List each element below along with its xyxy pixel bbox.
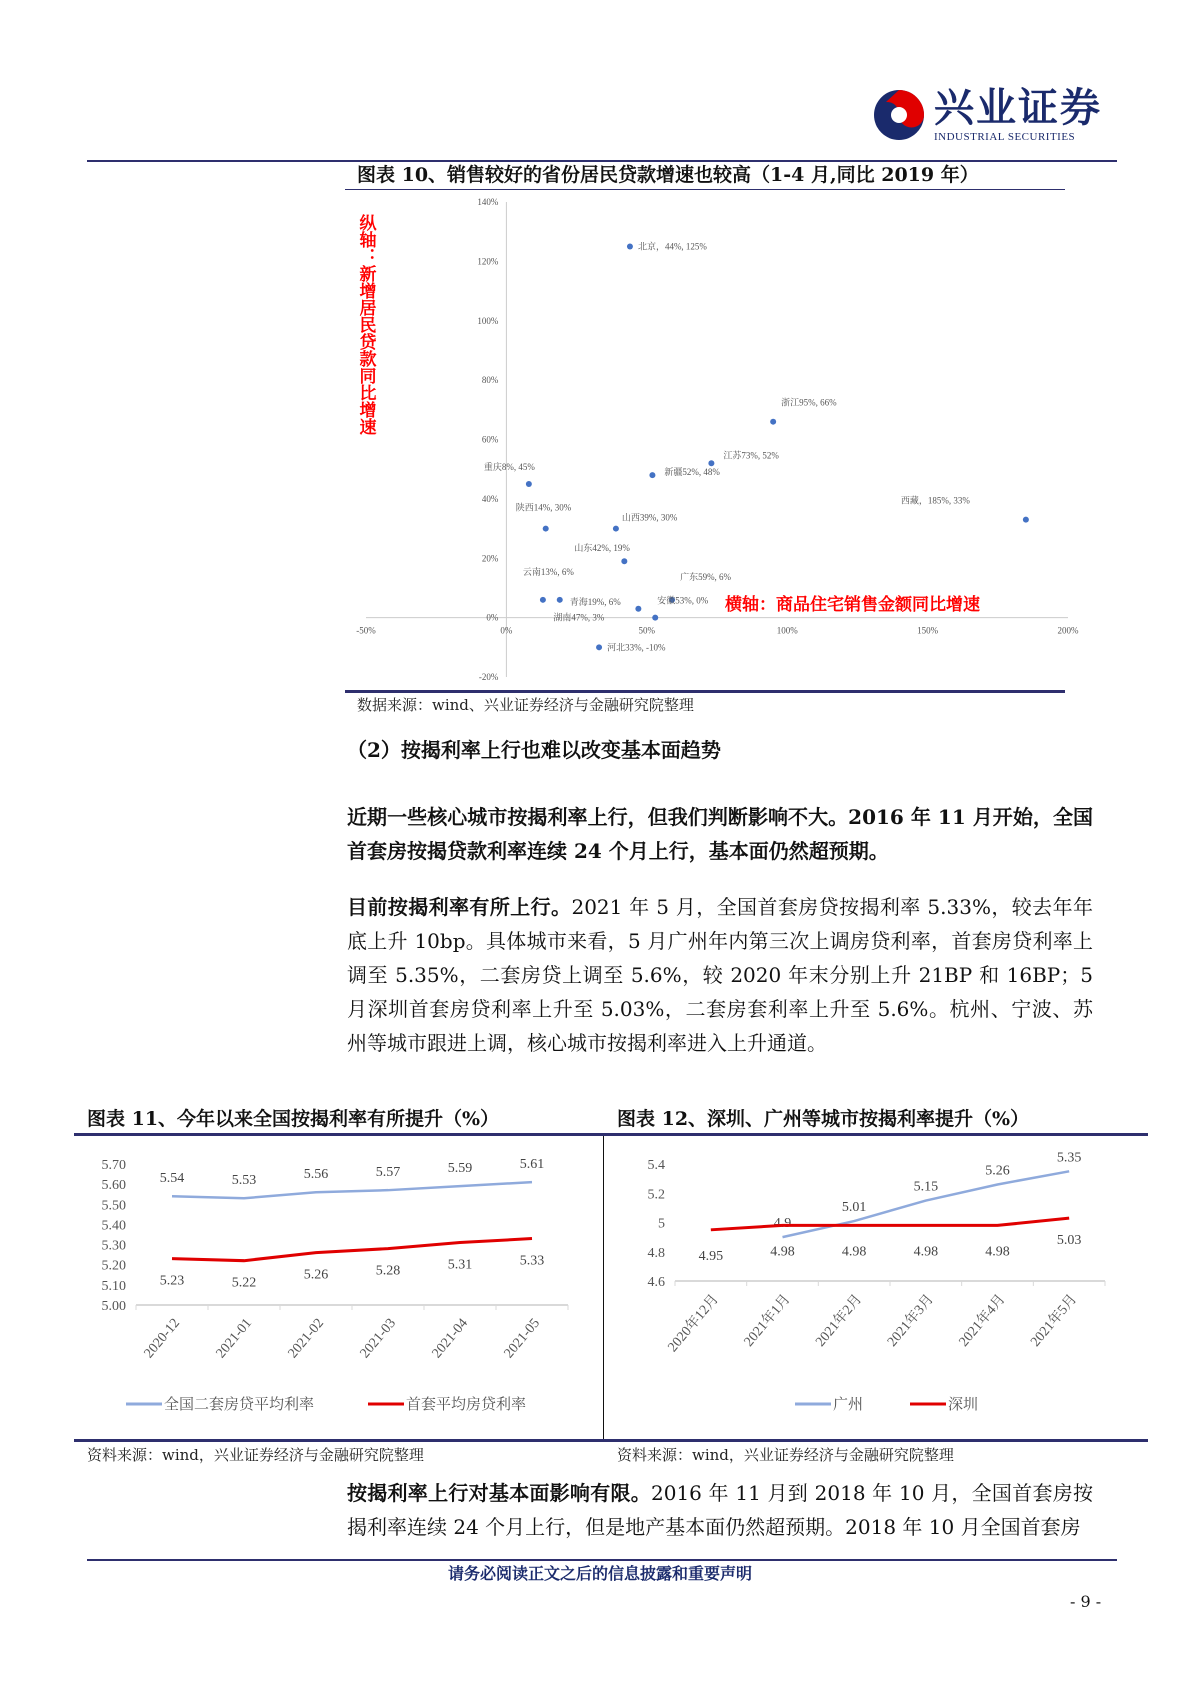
scatter-point bbox=[770, 419, 776, 425]
data-label: 5.53 bbox=[231, 1173, 257, 1189]
point-label: 浙江95%, 66% bbox=[781, 397, 837, 408]
legend-label: 深圳 bbox=[948, 1397, 979, 1413]
y-tick-label: 60% bbox=[481, 434, 499, 445]
figures-divider bbox=[603, 1136, 604, 1439]
x-tick-label: 2021年1月 bbox=[741, 1291, 794, 1350]
y-tick-label: 80% bbox=[481, 375, 499, 386]
logo-english: INDUSTRIAL SECURITIES bbox=[934, 131, 1076, 143]
x-tick-label: 200% bbox=[1057, 625, 1079, 636]
data-label: 5.56 bbox=[303, 1167, 329, 1183]
point-label: 湖南47%, 3% bbox=[553, 612, 605, 623]
y-tick-label: 5.10 bbox=[101, 1278, 126, 1294]
data-label: 5.54 bbox=[159, 1171, 185, 1187]
x-tick-label: 2021年2月 bbox=[813, 1291, 866, 1350]
point-label: 青海19%, 6% bbox=[569, 596, 621, 607]
data-label: 5.23 bbox=[159, 1273, 185, 1289]
point-label: 重庆8%, 45% bbox=[483, 462, 535, 473]
scatter-point bbox=[557, 597, 563, 603]
paragraph-1-bold: 近期一些核心城市按揭利率上行，但我们判断影响不大。2016 年 11 月开始，全国首套房按揭贷款利率连续 24 个月上行，基本面仍然超预期。 bbox=[347, 805, 1093, 863]
y-tick-label: 5 bbox=[658, 1216, 665, 1232]
paragraph-3-bold: 按揭利率上行对基本面影响有限。 bbox=[347, 1481, 651, 1505]
x-tick-label: 100% bbox=[776, 625, 798, 636]
point-label: 河北33%, -10% bbox=[607, 642, 666, 653]
y-tick-label: 120% bbox=[477, 256, 499, 267]
data-label: 5.01 bbox=[841, 1200, 867, 1216]
point-label: 山西39%, 30% bbox=[621, 512, 678, 523]
y-tick-label: 40% bbox=[481, 493, 499, 504]
x-tick-label: 2021年5月 bbox=[1028, 1291, 1081, 1350]
y-tick-label: 5.60 bbox=[101, 1178, 126, 1194]
x-tick-label: 2021-03 bbox=[357, 1315, 400, 1362]
point-label: 陕西14%, 30% bbox=[515, 502, 572, 513]
series-line-0 bbox=[172, 1182, 532, 1198]
data-label: 4.98 bbox=[913, 1244, 939, 1260]
point-label: 新疆52%, 48% bbox=[664, 467, 720, 478]
figure-11-source: 资料来源：wind，兴业证券经济与金融研究院整理 bbox=[87, 1446, 424, 1464]
paragraph-3-text: 2016 年 11 月到 2018 年 10 月，全国首套房按揭利率连续 24 个月上行，但是地产基本面仍然超预期。2018 年 10 月全国首套房 bbox=[347, 1481, 1093, 1539]
point-label: 广东59%, 6% bbox=[680, 571, 732, 582]
y-tick-label: 4.6 bbox=[647, 1275, 665, 1290]
scatter-point bbox=[627, 244, 633, 250]
legend-label: 全国二套房贷平均利率 bbox=[164, 1397, 315, 1413]
data-label: 4.98 bbox=[770, 1244, 795, 1260]
data-label: 4.95 bbox=[698, 1248, 724, 1264]
y-tick-label: 5.30 bbox=[101, 1238, 126, 1254]
data-label: 5.31 bbox=[447, 1257, 473, 1273]
y-tick-label: 4.8 bbox=[647, 1245, 665, 1261]
point-label: 山东42%, 19% bbox=[574, 543, 630, 554]
scatter-chart bbox=[340, 190, 1100, 690]
data-label: 4.98 bbox=[985, 1244, 1010, 1260]
point-label: 北京，44%, 125% bbox=[637, 241, 707, 252]
x-tick-label: 150% bbox=[917, 625, 939, 636]
data-label: 5.26 bbox=[985, 1163, 1010, 1179]
scatter-point bbox=[708, 460, 714, 466]
figure-10-title: 图表 10、销售较好的省份居民贷款增速也较高（1-4 月,同比 2019 年） bbox=[357, 164, 979, 186]
data-label: 5.35 bbox=[1056, 1150, 1082, 1166]
data-label: 5.61 bbox=[519, 1157, 545, 1173]
paragraph-3 bbox=[347, 1476, 1093, 1544]
series-line-1 bbox=[172, 1239, 532, 1261]
y-tick-label: -20% bbox=[478, 672, 499, 682]
scatter-point bbox=[613, 526, 619, 532]
paragraph-2-bold: 目前按揭利率有所上行。 bbox=[347, 895, 572, 919]
paragraph-2-text: 2021 年 5 月，全国首套房贷按揭利率 5.33%，较去年年底上升 10bp。具体城市来看，5 月广州年内第三次上调房贷利率，首套房贷利率上调至 5.35%，二套房贷上调至 5.6%，较 2020 年末分别上升 21BP 和 16BP；5 月深圳首套房贷利率上升至 5.03%，二套房套利率上升至 5.6%。杭州、宁波、苏州等城市跟进上调，核心城市按揭利率进入上升通道。 bbox=[347, 895, 1093, 1055]
point-label: 安徽53%, 0% bbox=[657, 595, 709, 606]
data-label: 5.57 bbox=[375, 1165, 401, 1181]
logo-swirl-icon bbox=[872, 88, 926, 142]
figure-10-bottom-rule bbox=[345, 690, 1065, 693]
y-tick-label: 5.40 bbox=[101, 1218, 126, 1234]
header-divider bbox=[87, 160, 1117, 162]
scatter-point bbox=[543, 526, 549, 532]
data-label: 5.03 bbox=[1056, 1233, 1082, 1249]
y-tick-label: 5.20 bbox=[101, 1258, 126, 1274]
data-label: 5.22 bbox=[231, 1275, 257, 1291]
scatter-point bbox=[649, 472, 655, 478]
company-logo bbox=[872, 84, 1112, 144]
x-tick-label: 2021-01 bbox=[213, 1315, 256, 1362]
logo-name: 兴业证券 bbox=[934, 84, 1102, 131]
y-tick-label: 140% bbox=[477, 197, 499, 207]
x-tick-label: 2020年12月 bbox=[665, 1291, 722, 1356]
x-tick-label: 2021-05 bbox=[501, 1315, 544, 1362]
x-tick-label: -50% bbox=[356, 625, 376, 636]
point-label: 西藏，185%, 33% bbox=[900, 495, 970, 506]
y-tick-label: 0% bbox=[486, 612, 499, 623]
point-label: 江苏73%, 52% bbox=[723, 450, 779, 461]
footer-disclaimer[interactable]: 请务必阅读正文之后的信息披露和重要声明 bbox=[447, 1564, 752, 1583]
x-axis-title: 横轴：商品住宅销售金额同比增速 bbox=[725, 595, 980, 614]
x-tick-label: 0% bbox=[500, 625, 513, 636]
scatter-point bbox=[652, 615, 658, 621]
data-label: 5.33 bbox=[519, 1253, 545, 1269]
line-chart-cities bbox=[605, 1136, 1148, 1439]
figure-12-title: 图表 12、深圳、广州等城市按揭利率提升（%） bbox=[617, 1108, 1030, 1130]
figure-12-source: 资料来源：wind，兴业证券经济与金融研究院整理 bbox=[617, 1446, 954, 1464]
paragraph-1 bbox=[347, 800, 1093, 868]
scatter-point bbox=[621, 558, 627, 564]
series-line-1 bbox=[711, 1218, 1069, 1230]
section-heading: （2）按揭利率上行也难以改变基本面趋势 bbox=[347, 738, 721, 762]
x-tick-label: 2021-04 bbox=[429, 1315, 472, 1362]
y-tick-label: 5.4 bbox=[647, 1158, 665, 1173]
figure-10-source: 数据来源：wind、兴业证券经济与金融研究院整理 bbox=[357, 696, 694, 714]
point-label: 云南13%, 6% bbox=[522, 566, 574, 577]
scatter-point bbox=[1023, 517, 1029, 523]
data-label: 5.59 bbox=[447, 1161, 473, 1177]
y-tick-label: 5.00 bbox=[101, 1299, 126, 1314]
page-number: - 9 - bbox=[1070, 1592, 1102, 1611]
data-label: 4.9 bbox=[773, 1216, 792, 1232]
line-chart-national bbox=[74, 1136, 602, 1439]
y-axis-title: 纵轴：新增居民贷款同比增速 bbox=[356, 214, 376, 435]
y-tick-label: 5.50 bbox=[101, 1198, 126, 1214]
figure-11-title: 图表 11、今年以来全国按揭利率有所提升（%） bbox=[87, 1108, 500, 1130]
footer-divider bbox=[87, 1559, 1117, 1561]
x-tick-label: 2021年4月 bbox=[956, 1291, 1009, 1350]
legend-label: 广州 bbox=[833, 1397, 864, 1413]
figures-bottom-rule bbox=[74, 1439, 1148, 1442]
y-tick-label: 5.70 bbox=[101, 1158, 126, 1173]
paragraph-2 bbox=[347, 890, 1093, 1060]
x-tick-label: 2021年3月 bbox=[884, 1291, 937, 1350]
legend-label: 首套平均房贷利率 bbox=[406, 1397, 527, 1413]
scatter-point bbox=[526, 481, 532, 487]
scatter-point bbox=[635, 606, 641, 612]
scatter-point bbox=[596, 644, 602, 650]
scatter-point bbox=[540, 597, 546, 603]
x-tick-label: 50% bbox=[638, 625, 656, 636]
data-label: 5.15 bbox=[913, 1179, 939, 1195]
y-tick-label: 20% bbox=[481, 553, 499, 564]
x-tick-label: 2020-12 bbox=[141, 1315, 184, 1362]
y-tick-label: 5.2 bbox=[647, 1187, 665, 1203]
data-label: 4.98 bbox=[841, 1244, 867, 1260]
data-label: 5.26 bbox=[303, 1267, 329, 1283]
x-tick-label: 2021-02 bbox=[285, 1315, 328, 1362]
y-tick-label: 100% bbox=[477, 315, 499, 326]
data-label: 5.28 bbox=[375, 1263, 401, 1279]
